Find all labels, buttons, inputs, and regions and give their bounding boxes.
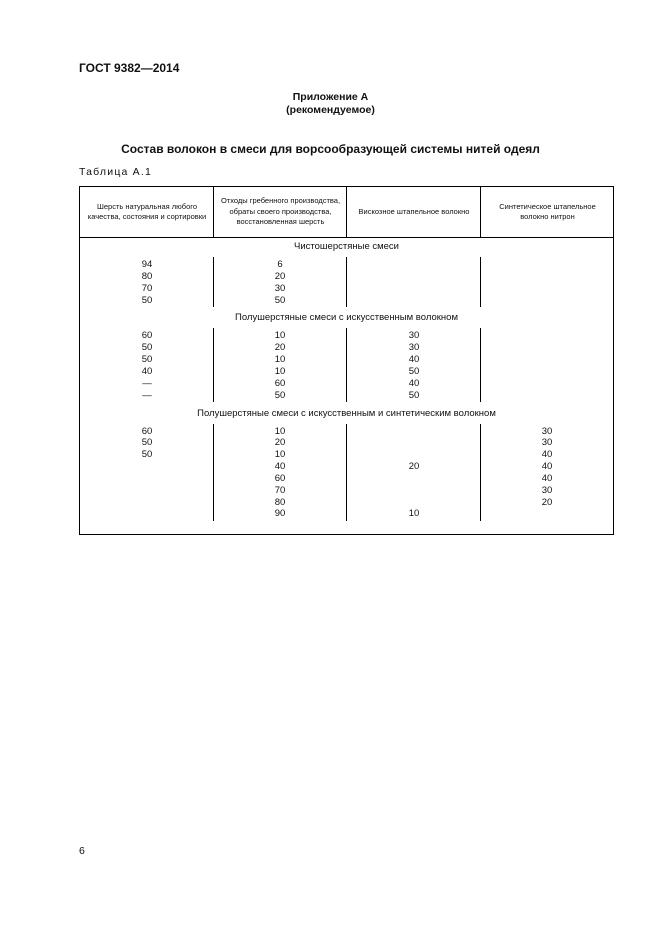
table-cell: 10 bbox=[408, 508, 420, 520]
table-cell: 50 bbox=[141, 449, 153, 461]
table-cell: 20 bbox=[274, 437, 286, 449]
table-cell: 20 bbox=[541, 496, 553, 508]
column-divider bbox=[346, 424, 347, 522]
column-divider bbox=[213, 257, 214, 307]
table-cell: — bbox=[142, 377, 152, 389]
appendix-note: (рекомендуемое) bbox=[286, 104, 375, 116]
table-cell: 50 bbox=[141, 294, 153, 306]
table-cell: 70 bbox=[141, 282, 153, 294]
header-divider bbox=[80, 237, 613, 238]
table-cell: 40 bbox=[408, 354, 420, 366]
table-cell: 10 bbox=[274, 425, 286, 437]
table-cell: 80 bbox=[274, 496, 286, 508]
table-cell: 40 bbox=[541, 472, 553, 484]
table-cell: 10 bbox=[274, 365, 286, 377]
table-cell: 40 bbox=[408, 377, 420, 389]
table-cell: 20 bbox=[274, 270, 286, 282]
table-cell: — bbox=[142, 389, 152, 401]
table-cell: 50 bbox=[408, 389, 420, 401]
table-cell: 10 bbox=[274, 449, 286, 461]
table-cell: 90 bbox=[274, 508, 286, 520]
column-divider bbox=[346, 328, 347, 402]
table-cell: 60 bbox=[274, 377, 286, 389]
composition-table bbox=[79, 186, 614, 535]
appendix-title: Приложение А bbox=[292, 91, 369, 103]
header-cell-wool: Шерсть натуральная любого качества, состояния и сортировки bbox=[87, 201, 207, 221]
standard-number: ГОСТ 9382—2014 bbox=[79, 61, 180, 75]
table-cell: 70 bbox=[274, 484, 286, 496]
table-cell: 30 bbox=[541, 425, 553, 437]
table-cell: 40 bbox=[541, 449, 553, 461]
column-divider bbox=[213, 328, 214, 402]
section-title: Чистошерстяные смеси bbox=[294, 241, 399, 252]
document-title: Состав волокон в смеси для ворсообразующей системы нитей одеял bbox=[121, 142, 540, 156]
header-cell-synthetic: Синтетическое штапельное волокно нитрон bbox=[499, 201, 596, 221]
table-cell: 30 bbox=[541, 484, 553, 496]
table-cell: 50 bbox=[141, 342, 153, 354]
table-cell: 80 bbox=[141, 270, 153, 282]
table-cell: 50 bbox=[141, 354, 153, 366]
table-cell: 50 bbox=[408, 365, 420, 377]
table-cell: 60 bbox=[274, 472, 286, 484]
section-title: Полушерстяные смеси с искусственным и синтетическим волокном bbox=[197, 407, 496, 419]
column-divider bbox=[346, 257, 347, 307]
table-cell: 50 bbox=[141, 437, 153, 449]
header-cell-waste: Отходы гребенного производства, обраты своего производства, восстановленная шерсть bbox=[220, 196, 341, 227]
table-cell: 40 bbox=[141, 365, 153, 377]
table-cell: 50 bbox=[274, 389, 286, 401]
table-cell: 20 bbox=[274, 342, 286, 354]
table-cell: 30 bbox=[274, 282, 286, 294]
column-divider bbox=[480, 328, 481, 402]
table-cell: 40 bbox=[541, 461, 553, 473]
table-cell: 60 bbox=[141, 425, 153, 437]
header-column-divider bbox=[213, 187, 214, 237]
table-cell: 20 bbox=[408, 461, 420, 473]
table-cell: 30 bbox=[541, 437, 553, 449]
header-column-divider bbox=[346, 187, 347, 237]
table-cell: 30 bbox=[408, 342, 420, 354]
table-cell: 10 bbox=[274, 354, 286, 366]
section-title: Полушерстяные смеси с искусственным волокном bbox=[235, 312, 458, 324]
table-cell: 50 bbox=[274, 294, 286, 306]
table-cell: 10 bbox=[274, 330, 286, 342]
header-column-divider bbox=[480, 187, 481, 237]
table-cell: 94 bbox=[141, 259, 153, 270]
table-cell: 30 bbox=[408, 330, 420, 342]
header-cell-viscose: Вискозное штапельное волокно bbox=[358, 206, 470, 216]
column-divider bbox=[480, 257, 481, 307]
column-divider bbox=[213, 424, 214, 522]
page-number: 6 bbox=[79, 845, 85, 857]
column-divider bbox=[480, 424, 481, 522]
table-cell: 6 bbox=[277, 259, 283, 270]
table-cell: 60 bbox=[141, 330, 153, 342]
table-cell: 40 bbox=[274, 461, 286, 473]
table-label: Таблица А.1 bbox=[79, 166, 153, 178]
